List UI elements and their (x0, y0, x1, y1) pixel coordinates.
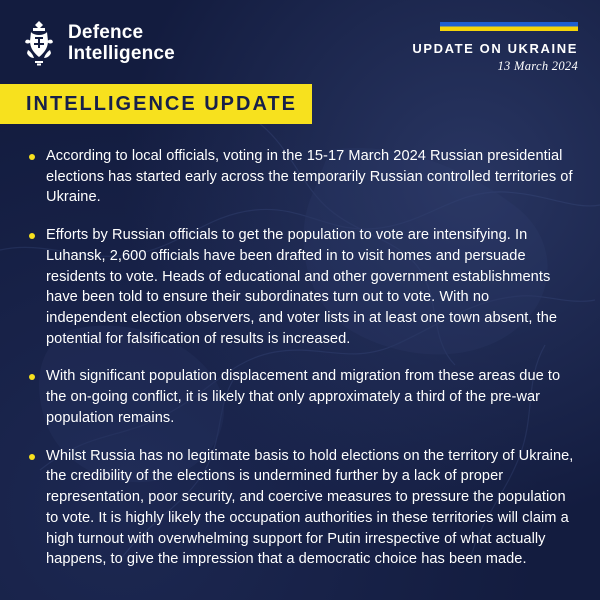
brand (22, 20, 175, 66)
list-item: Whilst Russia has no legitimate basis to hold elections on the territory of Ukraine, the credibility of the elections is undermined further by a lack of proper representation, poor security, and coercive measures to pressure the population to vote. It is highly likely the occupation authorities in these territories will claim a high turnout with overwhelming support for Putin irrespective of what actually happens, to give the impression that a democratic choice has been made. (26, 446, 574, 570)
brand-line-1: Defence (68, 21, 144, 43)
bullet-list (26, 146, 574, 570)
update-header (412, 20, 578, 74)
brand-name (68, 22, 175, 65)
list-item: With significant population displacement and migration from these areas due to the on-going conflict, it is likely that only approximately a third of the pre-war population remains. (26, 366, 574, 428)
brand-line-2: Intelligence (68, 43, 175, 64)
update-title: UPDATE ON UKRAINE (412, 41, 578, 56)
header (0, 0, 600, 78)
royal-crest-icon (22, 20, 56, 66)
list-item: Efforts by Russian officials to get the population to vote are intensifying. In Luhansk, 2,600 officials have been drafted in to visit homes and persuade residents to vote. Heads of educational and other government establishments have been told to ensure their subordinates turn out to vote. With no independent election observers, and voter lists in at least one town absent, the potential for falsification of results is increased. (26, 225, 574, 349)
body-content (0, 124, 600, 570)
banner-label: INTELLIGENCE UPDATE (26, 92, 297, 115)
intelligence-update-banner (0, 84, 312, 124)
ukraine-flag-icon (440, 22, 578, 31)
list-item: According to local officials, voting in the 15-17 March 2024 Russian presidential elections has started early across the temporarily Russian controlled territories of Ukraine. (26, 146, 574, 208)
update-date: 13 March 2024 (497, 59, 578, 73)
